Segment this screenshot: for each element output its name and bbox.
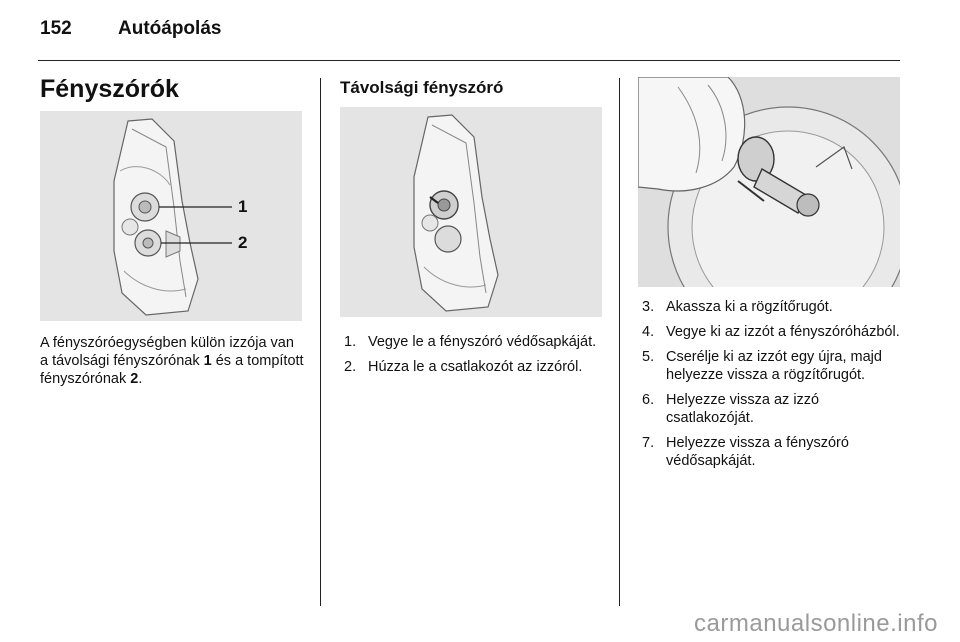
step-text: Akassza ki a rögzítőrugót. bbox=[666, 299, 833, 315]
intro-paragraph bbox=[40, 334, 305, 388]
step-number: 6. bbox=[642, 392, 655, 408]
header-rule bbox=[38, 60, 900, 61]
chapter-title: Autóápolás bbox=[118, 18, 222, 39]
ref-low-beam: 2 bbox=[130, 371, 139, 387]
step-item bbox=[344, 333, 614, 351]
callout-label-2: 2 bbox=[238, 233, 248, 252]
subsection-title: Távolsági fényszóró bbox=[340, 78, 504, 97]
step-text: Helyezze vissza az izzó csatlakozóját. bbox=[666, 392, 820, 426]
steps-list-1 bbox=[344, 333, 614, 383]
intro-text-2: és a tompított fényszórónak bbox=[40, 353, 304, 387]
step-number: 2. bbox=[344, 359, 357, 375]
step-item bbox=[642, 298, 904, 316]
intro-text-1: A fényszóróegységben külön izzója van a távolsági fényszórónak bbox=[40, 335, 294, 369]
intro-text-3: . bbox=[138, 371, 143, 387]
headlamp-unit-figure bbox=[40, 111, 302, 321]
column-divider-1 bbox=[320, 78, 321, 606]
section-title: Fényszórók bbox=[40, 75, 179, 103]
bulb-removal-figure bbox=[638, 77, 900, 287]
step-number: 5. bbox=[642, 349, 655, 365]
step-number: 3. bbox=[642, 299, 655, 315]
column-divider-2 bbox=[619, 78, 620, 606]
steps-list-2 bbox=[642, 298, 904, 477]
step-text: Húzza le a csatlakozót az izzóról. bbox=[368, 359, 583, 375]
step-item bbox=[642, 323, 904, 341]
step-number: 1. bbox=[344, 334, 357, 350]
step-item bbox=[642, 348, 904, 384]
high-beam-cap-figure bbox=[340, 107, 602, 317]
step-number: 7. bbox=[642, 435, 655, 451]
watermark: carmanualsonline.info bbox=[694, 610, 938, 637]
step-item bbox=[642, 434, 904, 470]
page-number: 152 bbox=[40, 18, 72, 39]
step-item bbox=[642, 391, 904, 427]
ref-high-beam: 1 bbox=[203, 353, 212, 369]
step-item bbox=[344, 358, 614, 376]
step-text: Vegye le a fényszóró védősapkáját. bbox=[368, 334, 597, 350]
callout-label-1: 1 bbox=[238, 197, 248, 216]
step-text: Vegye ki az izzót a fényszóróházból. bbox=[666, 324, 900, 340]
step-text: Helyezze vissza a fényszóró védősapkáját. bbox=[666, 435, 849, 469]
step-number: 4. bbox=[642, 324, 655, 340]
step-text: Cserélje ki az izzót egy újra, majd helyezze vissza a rögzítőrugót. bbox=[666, 349, 882, 383]
